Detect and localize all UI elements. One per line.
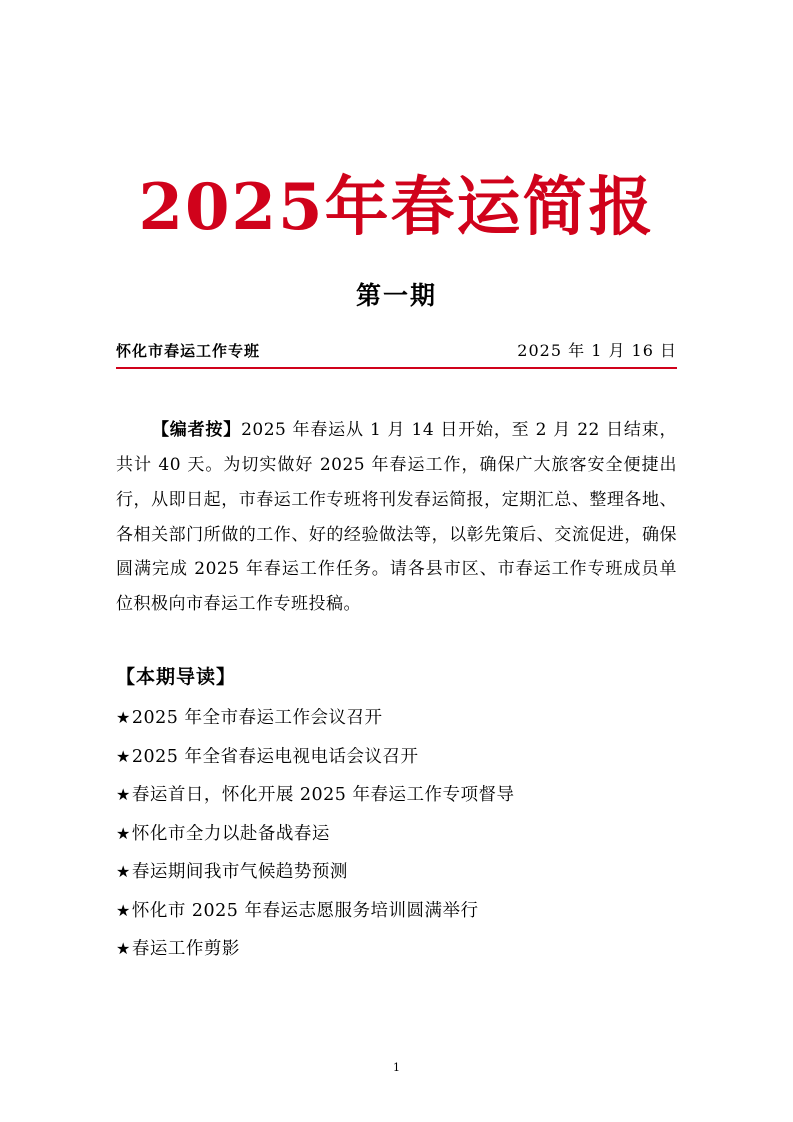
list-item[interactable]	[116, 853, 677, 892]
star-icon: ★	[116, 900, 131, 920]
page-title: 2025年春运简报	[138, 170, 655, 245]
list-item[interactable]	[116, 930, 677, 969]
star-icon: ★	[116, 746, 131, 766]
list-item[interactable]	[116, 738, 677, 777]
toc-item-label: 春运首日，怀化开展 2025 年春运工作专项督导	[131, 785, 515, 806]
masthead-meta	[116, 338, 677, 367]
toc-item-label: 春运工作剪影	[131, 939, 240, 960]
editor-note-paragraph	[116, 413, 677, 622]
star-icon: ★	[116, 939, 131, 959]
star-icon: ★	[116, 708, 131, 728]
list-item[interactable]	[116, 699, 677, 738]
toc-list	[116, 699, 677, 969]
toc-item-label: 2025 年全省春运电视电话会议召开	[131, 746, 419, 767]
star-icon: ★	[116, 862, 131, 882]
header-divider	[116, 367, 677, 369]
editor-note-body: 2025 年春运从 1 月 14 日开始，至 2 月 22 日结束，共计 40 天。为切实做好 2025 年春运工作，确保广大旅客安全便捷出行，从即日起，市春运工作专班将刊发春运简报，定期汇总、整理各地、各相关部门所做的工作、好的经验做法等，以彰先策后、交流促进，确保圆满完成 2025 年春运工作任务。请各县市区、市春运工作专班成员单位积极向市春运工作专班投稿。	[116, 420, 678, 615]
toc-item-label: 2025 年全市春运工作会议召开	[131, 708, 383, 729]
toc-item-label: 怀化市全力以赴备战春运	[131, 823, 330, 844]
publisher-name: 怀化市春运工作专班	[116, 342, 261, 360]
list-item[interactable]	[116, 815, 677, 854]
issue-label: 第一期	[355, 281, 437, 310]
list-item[interactable]	[116, 776, 677, 815]
star-icon: ★	[116, 823, 131, 843]
publication-date: 2025 年 1 月 16 日	[517, 341, 677, 360]
toc-heading: 【本期导读】	[116, 666, 237, 689]
list-item[interactable]	[116, 892, 677, 931]
star-icon: ★	[116, 785, 131, 805]
toc-item-label: 春运期间我市气候趋势预测	[131, 862, 348, 883]
page-number: 1	[393, 1061, 400, 1074]
editor-note-tag: 【编者按】	[151, 420, 242, 440]
toc-item-label: 怀化市 2025 年春运志愿服务培训圆满举行	[131, 900, 479, 921]
